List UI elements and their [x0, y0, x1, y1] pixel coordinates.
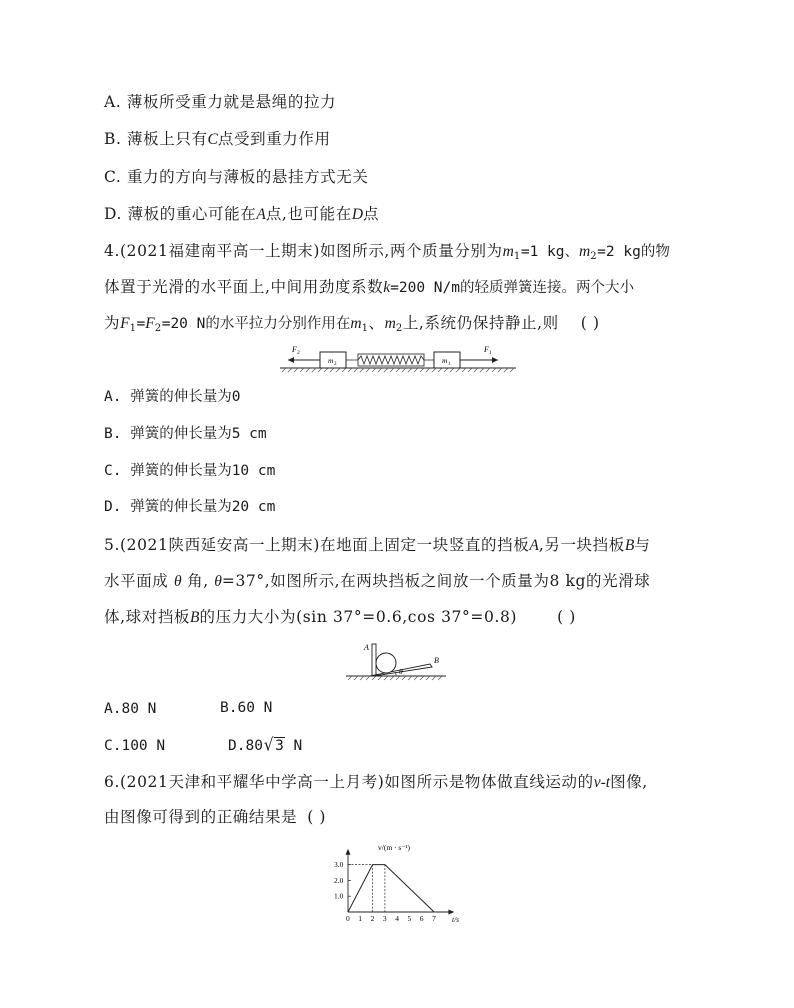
x-tick-labels [346, 914, 436, 923]
point-c-label: C [207, 131, 218, 148]
subscript: 1 [361, 323, 369, 334]
q5-text: 水平面成 [104, 572, 174, 590]
answer-blank: ( ) [557, 608, 576, 626]
arrowhead-left-icon [288, 357, 294, 363]
label-a: A [364, 643, 369, 652]
series-line-v [348, 865, 434, 912]
q6-text: 由图像可得到的正确结果是 [104, 808, 298, 826]
vt-symbol: v-t [593, 774, 611, 791]
sqrt-sign: √ [263, 734, 275, 756]
q4-stem-line-2 [104, 276, 634, 299]
q4-text: =1 kg、 [520, 244, 579, 260]
q6-stem-line-2 [104, 806, 326, 828]
x-tick-1: 1 [358, 914, 363, 923]
q4-option-c [104, 459, 275, 482]
q4-text: 、 [368, 314, 385, 332]
x-tick-2: 2 [370, 914, 375, 923]
x-tick-3: 3 [382, 914, 387, 923]
q5-text: =37°,如图所示,在两块挡板之间放一个质量为8 kg的光滑球 [221, 572, 651, 590]
q5-option-a: A.80 N [104, 701, 157, 717]
q3-option-c: C. 重力的方向与薄板的悬挂方式无关 [104, 168, 369, 186]
point-d-label: D [351, 206, 364, 223]
q3-option-b-text-2: 点受到重力作用 [217, 130, 331, 148]
axes [346, 849, 455, 915]
q6-stem-line-1 [104, 771, 648, 794]
q3-option-a: A. 薄板所受重力就是悬绳的拉力 [104, 93, 337, 111]
mass-symbol: m [502, 243, 514, 260]
q5-text: 体,球对挡板 [104, 608, 191, 626]
subscript: 1 [129, 323, 137, 334]
mass-symbol: m [579, 243, 591, 260]
subscript: 2 [590, 251, 598, 262]
y-axis-label: v/(m · s⁻¹) [378, 843, 411, 852]
angle-arc [396, 672, 397, 676]
q4-option-a [104, 385, 240, 408]
label-m2-sub: 2 [334, 362, 337, 367]
y-tick-2.0: 2.0 [334, 875, 344, 885]
q4-spring-diagram [276, 340, 518, 374]
q5-stem-line-3 [104, 606, 576, 629]
y-tick-1.0: 1.0 [334, 891, 344, 901]
q5-options-row-2 [104, 734, 303, 757]
x-tick-5: 5 [407, 914, 412, 923]
q5-text: 角, [181, 572, 215, 590]
label-f1: F [484, 345, 489, 354]
x-axis-label: t/s [452, 915, 460, 924]
x-tick-4: 4 [395, 914, 399, 923]
ground-hatching [280, 368, 516, 372]
q4-option-a-text: A. 弹簧的伸长量为0 [104, 389, 241, 405]
theta-symbol: θ [214, 573, 222, 590]
q5-stem-line-1 [104, 534, 650, 557]
smooth-ball [376, 653, 396, 673]
point-a-label: A [256, 206, 266, 223]
subscript: 2 [395, 323, 403, 334]
q5-text: 的压力大小为(sin 37°=0.6,cos 37°=0.8) [199, 608, 518, 626]
vertical-board-a [372, 644, 376, 676]
force-symbol: F [145, 315, 155, 332]
y-tick-3.0: 3.0 [334, 860, 344, 870]
subscript: 1 [513, 251, 521, 262]
q4-option-d-text: D. 弹簧的伸长量为20 cm [104, 499, 276, 515]
q4-option-d [104, 495, 275, 518]
spring-constant-symbol: k [383, 279, 391, 296]
q3-option-d [104, 203, 379, 226]
q5-text: 5.(2021陕西延安高一上期末)在地面上固定一块竖直的挡板 [104, 536, 530, 554]
x-axis-arrow-icon [448, 910, 454, 915]
mass-symbol: m [350, 315, 362, 332]
q4-text: = [136, 316, 146, 332]
answer-blank: ( ) [580, 314, 600, 332]
q3-option-d-text-3: 点 [363, 205, 380, 223]
x-tick-7: 7 [432, 914, 436, 923]
q4-text: 4.(2021福建南平高一上期末)如图所示,两个质量分别为 [104, 242, 503, 260]
theta-symbol: θ [173, 573, 182, 590]
q5-option-c: C.100 N [104, 738, 166, 754]
x-tick-6: 6 [419, 914, 424, 923]
vt-graph [328, 836, 480, 928]
q5-option-b: B.60 N [220, 700, 273, 716]
q5-text: ,另一块挡板 [538, 536, 625, 554]
arrowhead-right-icon [492, 357, 498, 363]
q5-option-d-coef: D.80 [228, 738, 263, 754]
q5-options-row-1 [104, 697, 273, 720]
q6-text: 6.(2021天津和平耀华中学高一上月考)如图所示是物体做直线运动的 [104, 773, 594, 791]
dashed-guides [348, 865, 385, 912]
q5-option-d [228, 734, 302, 757]
q4-option-c-text: C. 弹簧的伸长量为10 cm [104, 463, 276, 479]
x-tick-0: 0 [346, 914, 350, 923]
board-b-label: B [624, 537, 635, 554]
q4-text: 体置于光滑的水平面上,中间用劲度系数 [104, 278, 384, 296]
ground-hatching [348, 676, 442, 680]
y-tick-labels [334, 860, 351, 901]
q4-option-b [104, 422, 267, 445]
force-symbol: F [120, 315, 130, 332]
series [348, 865, 434, 912]
q5-text: 与 [634, 536, 651, 554]
label-f1-sub: 1 [489, 350, 492, 356]
label-f2: F [292, 345, 297, 354]
y-axis-arrow-icon [346, 849, 351, 855]
q4-text: =20 N的水平拉力分别作用在 [161, 316, 351, 332]
q3-option-b-text: B. 薄板上只有 [104, 130, 208, 148]
q4-option-b-text: B. 弹簧的伸长量为5 cm [104, 426, 267, 442]
label-m1-sub: 1 [448, 362, 451, 367]
q4-text: =2 kg的物 [597, 244, 670, 260]
label-m2: m [328, 356, 334, 365]
q6-text: 图像, [610, 773, 648, 791]
q5-stem-line-2 [104, 570, 650, 593]
q3-option-d-text-2: 点,也可能在 [265, 205, 352, 223]
mass-symbol: m [384, 315, 396, 332]
q3-option-d-text: D. 薄板的重心可能在 [104, 205, 257, 223]
q3-option-b [104, 128, 331, 151]
board-b-label: B [190, 609, 200, 626]
label-f2-sub: 2 [297, 350, 300, 356]
q5-option-d-radicand: 3 [275, 738, 284, 754]
q4-text: 为 [104, 314, 121, 332]
label-b: B [434, 656, 439, 665]
label-theta: θ [399, 667, 403, 676]
q4-text: =200 N/m的轻质弹簧连接。两个大小 [390, 280, 634, 296]
q4-stem-line-1 [104, 240, 670, 263]
q5-option-d-unit: N [284, 738, 303, 754]
board-a-label: A [529, 537, 539, 554]
answer-blank: ( ) [307, 808, 327, 826]
label-m1: m [442, 356, 448, 365]
q5-ball-diagram [344, 636, 448, 684]
subscript: 2 [154, 323, 162, 334]
q4-text: 上,系统仍保持静止,则 [402, 314, 559, 332]
q4-stem-line-3 [104, 312, 600, 335]
